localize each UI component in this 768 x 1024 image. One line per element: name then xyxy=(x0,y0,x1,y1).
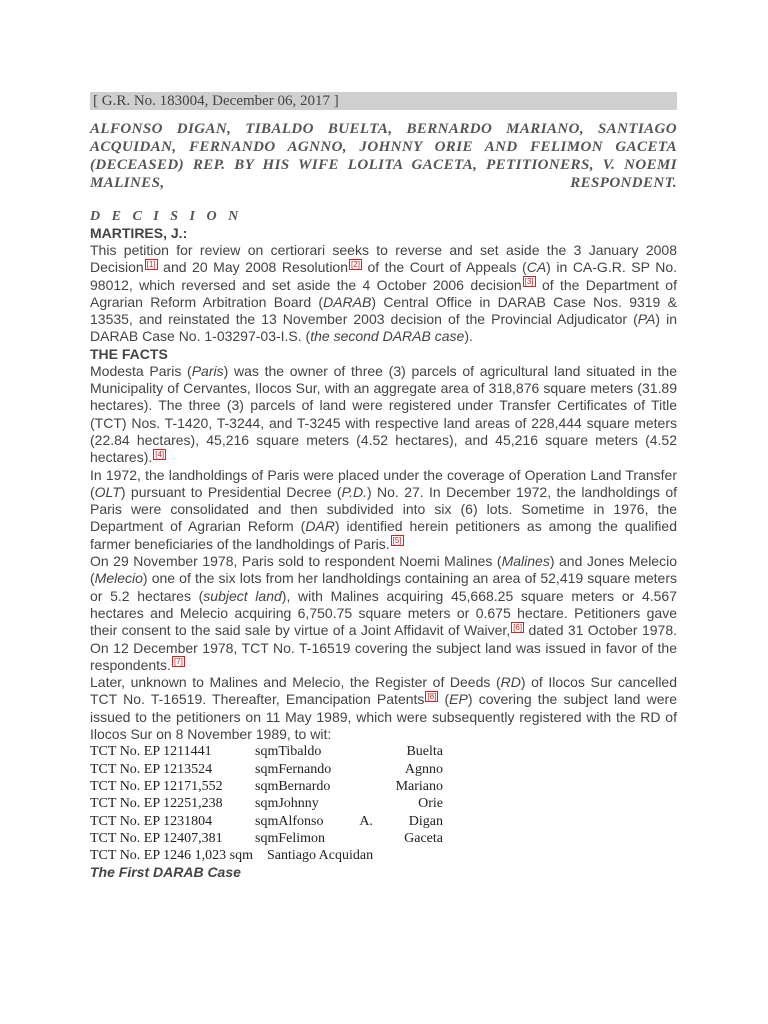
table-row: TCT No. EP 1213524 sqmFernando Agnno xyxy=(90,761,443,777)
table-row: TCT No. EP 1231804 sqmAlfonso A. Digan xyxy=(90,813,443,829)
paragraph-4: On 29 November 1978, Paris sold to respondent Noemi Malines (Malines) and Jones Melecio (Melecio) one of the six lots from her landholdings containing an area of 52,419 square meters or 5.2 hectares (subject land), with Malines acquiring 45,668.25 square meters or 4.567 hectares and Melecio acquiring 6,750.75 square meters or 0.675 hectare. Petitioners gave their consent to the said sale by virtue of a Joint Affidavit of Waiver, [6] dated 31 October 1978. On 12 December 1978, TCT No. T-16519 covering the subject land was issued in favor of the respondents. [7] xyxy=(90,553,677,673)
document-content xyxy=(90,92,677,881)
footnote-link[interactable]: [8] xyxy=(427,691,437,701)
decision-heading: D E C I S I O N xyxy=(90,209,243,224)
table-row: TCT No. EP 12251,238 sqmJohnny Orie xyxy=(90,796,443,812)
paragraph-2: Modesta Paris (Paris) was the owner of three (3) parcels of agricultural land situated in the Municipality of Cervantes, Ilocos Sur, with an aggregate area of 318,876 square meters (31.89 hectares). The three (3) parcels of land were registered under Transfer Certificates of Title (TCT) Nos. T-1420, T-3244, and T-3245 with respective land areas of 228,444 square meters (22.84 hectares), 45,216 square meters (4.52 hectares), and 45,216 square meters (4.52 hectares). [4] xyxy=(90,362,677,466)
footnote-link[interactable]: [2] xyxy=(351,259,360,269)
table-row: TCT No. EP 1211441 sqmTibaldo Buelta xyxy=(90,744,443,760)
table-row: TCT No. EP 12171,552 sqmBernardo Mariano xyxy=(90,778,443,794)
tct-table xyxy=(90,743,443,847)
case-parties: ALFONSO DIGAN, TIBALDO BUELTA, BERNARDO MARIANO, SANTIAGO ACQUIDAN, FERNANDO AGNNO, JOHNNY ORIE AND FELIMON GACETA (DECEASED) REP. BY HIS WIFE LOLITA GACETA, PETITIONERS, V. NOEMI MALINES, RESPONDENT. xyxy=(90,121,677,191)
table-row: TCT No. EP 12407,381 sqmFelimon Gaceta xyxy=(90,830,443,846)
first-darab-heading: The First DARAB Case xyxy=(90,864,241,881)
paragraph-3: In 1972, the landholdings of Paris were placed under the coverage of Operation Land Transfer (OLT) pursuant to Presidential Decree (P.D.) No. 27. In December 1972, the landholdings of Paris were consolidated and then subdivided into six (6) lots. Sometime in 1976, the Department of Agrarian Reform (DAR) identified herein petitioners as among the qualified farmer beneficiaries of the landholdings of Paris. [5] xyxy=(90,466,677,552)
case-number-header: [ G.R. No. 183004, December 06, 2017 ] xyxy=(90,92,677,110)
paragraph-5: Later, unknown to Malines and Melecio, the Register of Deeds (RD) of Ilocos Sur cancelled TCT No. T-16519. Thereafter, Emancipation Patents [8] (EP) covering the subject land were issued to the petitioners on 11 May 1989, which were subsequently registered with the RD of Ilocos Sur on 8 November 1989, to wit: xyxy=(90,674,678,743)
footnote-link[interactable]: [1] xyxy=(146,259,156,269)
footnote-link[interactable]: [3] xyxy=(524,276,534,286)
ponente: MARTIRES, J.: xyxy=(90,225,188,241)
tct-last-row: TCT No. EP 1246 1,023 sqm Santiago Acquidan xyxy=(90,848,374,864)
footnote-link[interactable]: [4] xyxy=(155,449,165,459)
footnote-link[interactable]: [5] xyxy=(392,536,402,546)
facts-heading: THE FACTS xyxy=(90,345,168,362)
paragraph-1: This petition for review on certiorari seeks to reverse and set aside the 3 January 2008 Decision [1] and 20 May 2008 Resolution [2] of the Court of Appeals (CA) in CA-G.R. SP No. 98012, which reversed and set aside the 4 October 2006 decision [3] of the Department of Agrarian Reform Arbitration Board (DARAB) Central Office in DARAB Case Nos. 9319 & 13535, and reinstated the 13 November 2003 decision of the Provincial Adjudicator (PA) in DARAB Case No. 1-03297-03-I.S. (the second DARAB case). xyxy=(90,242,678,345)
footnote-link[interactable]: [7] xyxy=(173,657,183,667)
footnote-link[interactable]: [6] xyxy=(513,622,523,632)
